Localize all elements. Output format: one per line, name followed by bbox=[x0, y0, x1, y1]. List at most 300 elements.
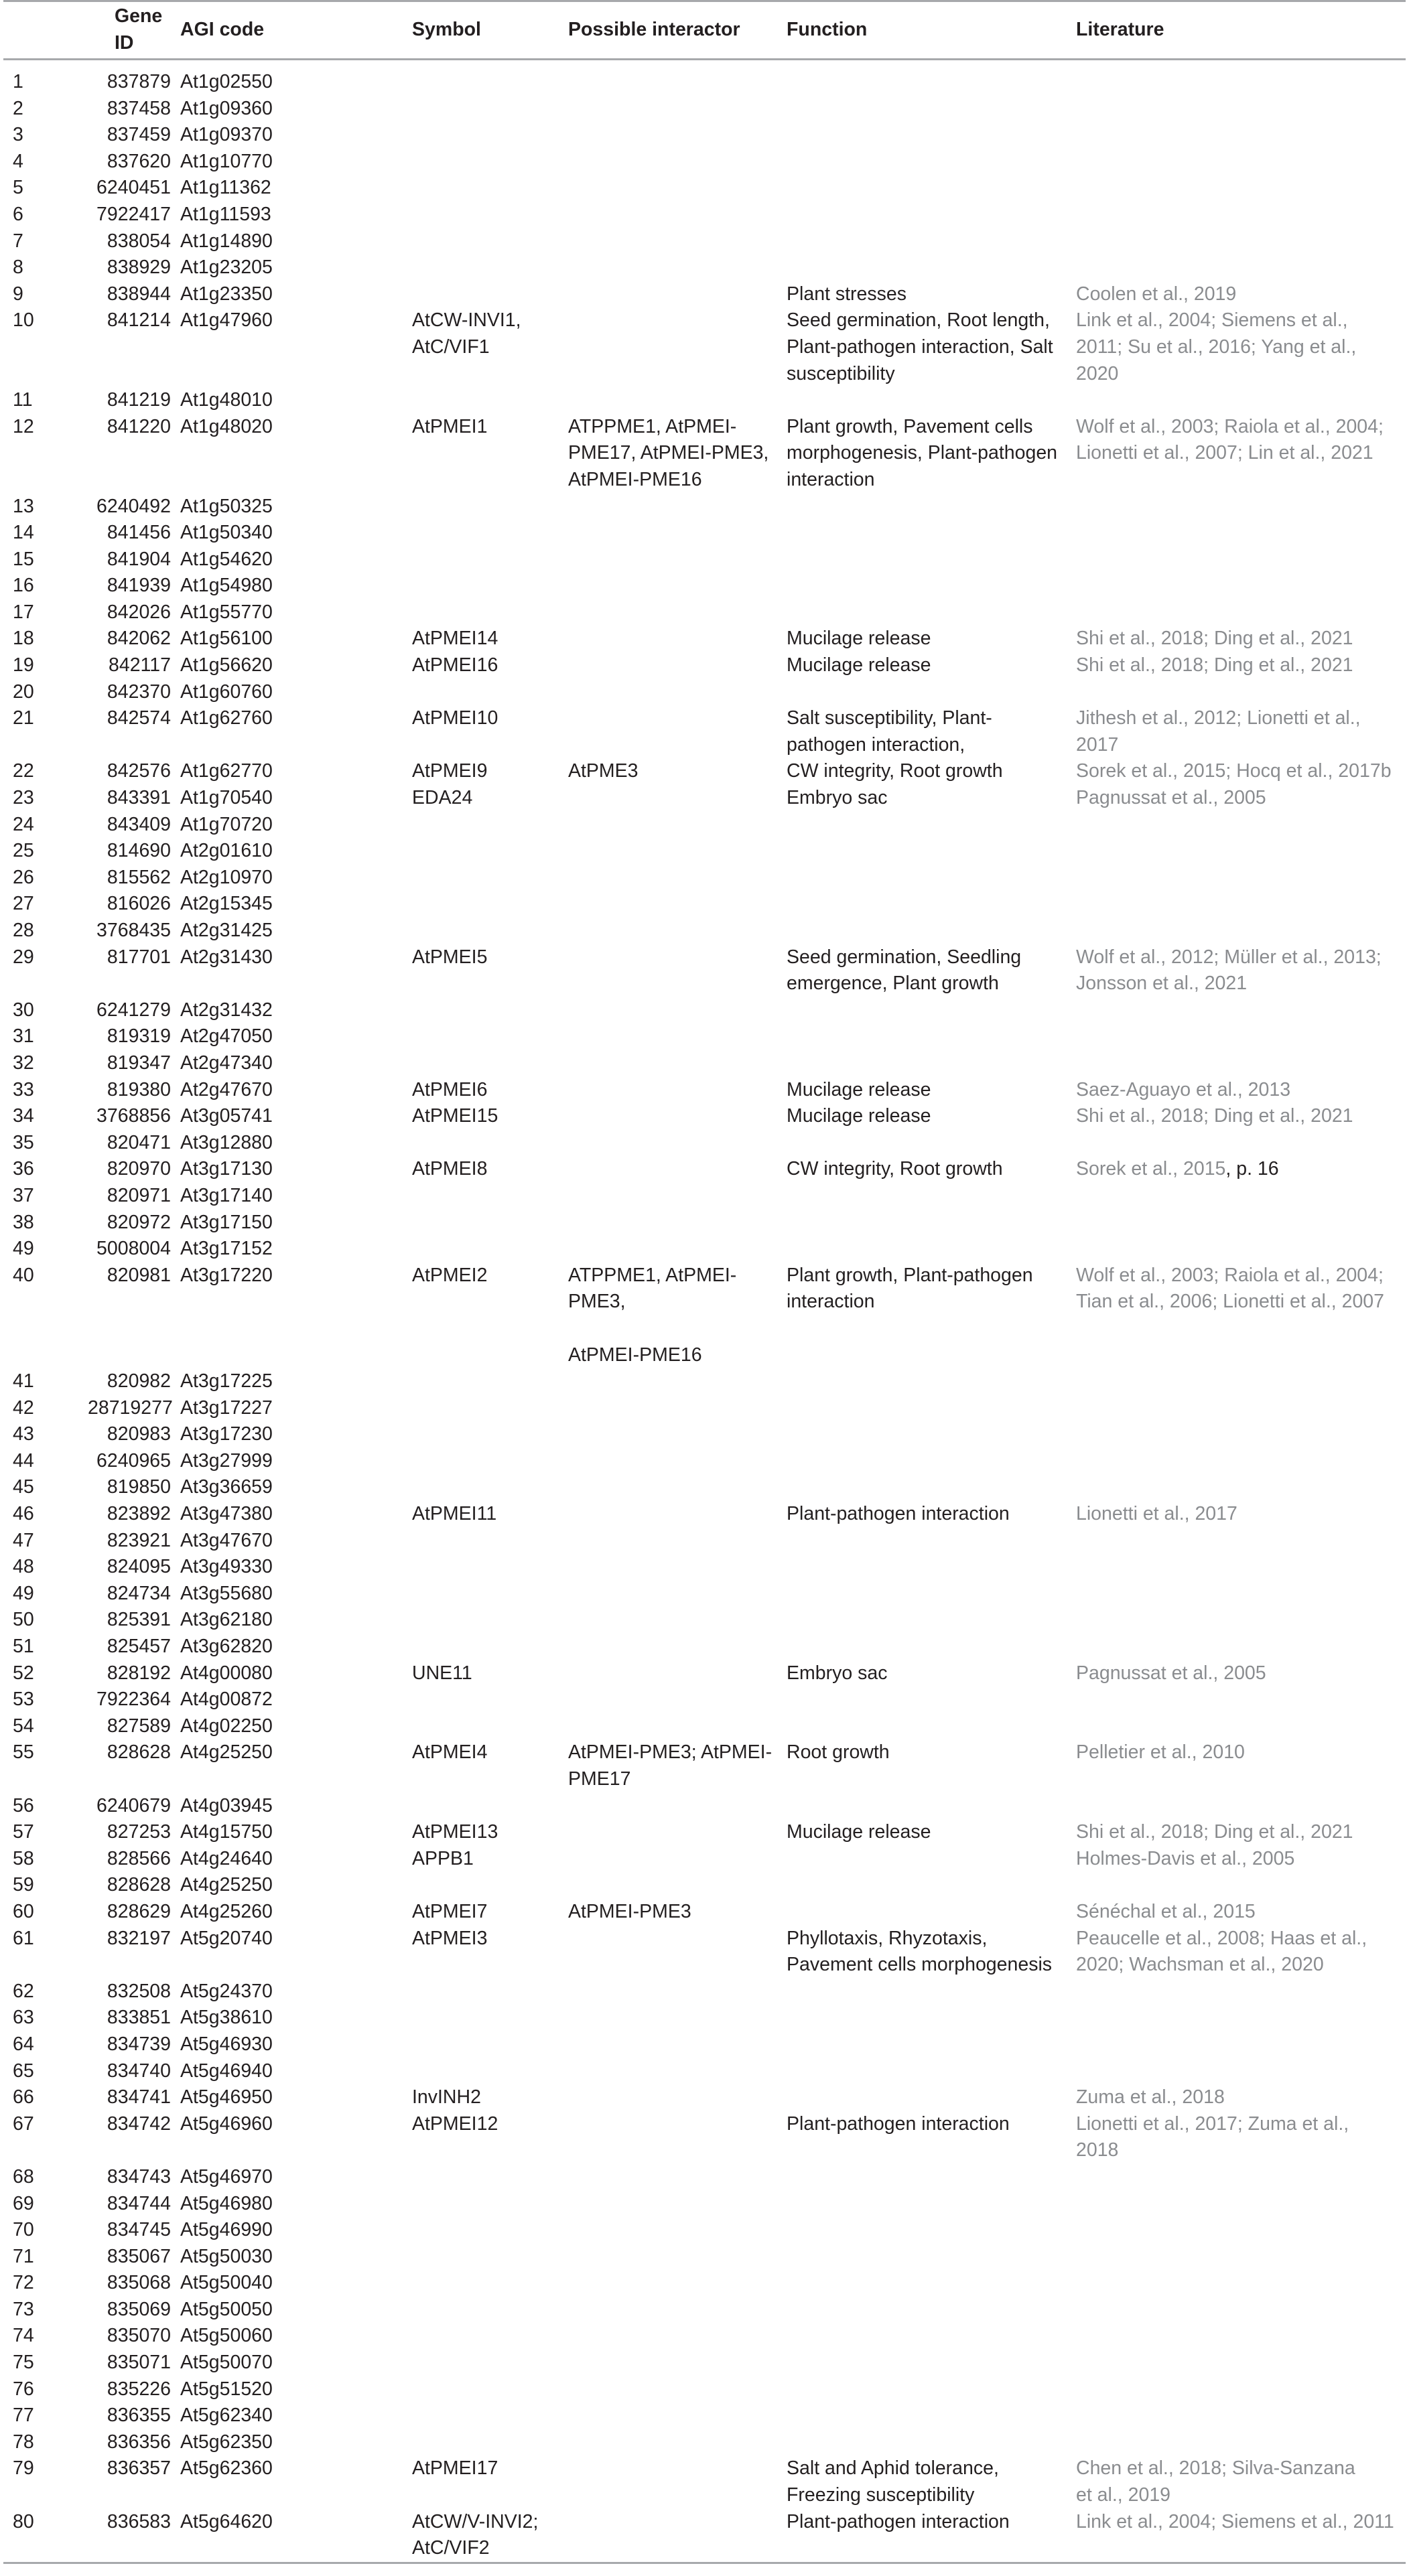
row-number: 27 bbox=[13, 893, 34, 915]
function-cell bbox=[787, 175, 1076, 202]
symbol-cell bbox=[412, 1263, 568, 1368]
function-cell bbox=[787, 1819, 1076, 1846]
literature-cell bbox=[1076, 2297, 1406, 2323]
function-cell bbox=[787, 2164, 1076, 2191]
agi-code-cell: At5g46950 bbox=[180, 2086, 273, 2108]
table-row bbox=[3, 918, 1406, 944]
symbol-cell bbox=[412, 1979, 568, 2005]
symbol-cell bbox=[412, 2509, 568, 2563]
symbol-cell bbox=[412, 2005, 568, 2031]
literature-cell bbox=[1076, 175, 1406, 202]
literature-line: Shi et al., 2018; Ding et al., 2021 bbox=[1076, 1821, 1353, 1843]
table-row bbox=[3, 60, 1406, 96]
literature-cell bbox=[1076, 387, 1406, 414]
literature-cell bbox=[1076, 1528, 1406, 1555]
literature-cell bbox=[1076, 1130, 1406, 1157]
symbol-line: AtCW/V-INVI2; bbox=[412, 2510, 539, 2532]
symbol-line: AtPMEI13 bbox=[412, 1821, 498, 1843]
symbol-cell bbox=[412, 1448, 568, 1475]
row-number: 7 bbox=[13, 230, 23, 252]
literature-cell bbox=[1076, 944, 1406, 997]
agi-code-cell: At3g17220 bbox=[180, 1264, 273, 1286]
agi-code-cell: At2g47050 bbox=[180, 1025, 273, 1048]
literature-line: Chen et al., 2018; Silva-Sanzana bbox=[1076, 2457, 1355, 2480]
row-number: 1 bbox=[13, 71, 23, 92]
row-number: 57 bbox=[13, 1821, 34, 1843]
row-number: 10 bbox=[13, 309, 34, 332]
interactor-cell bbox=[568, 414, 787, 494]
agi-code-cell: At1g70540 bbox=[180, 787, 273, 809]
row-number: 37 bbox=[13, 1184, 34, 1206]
literature-line: Pagnussat et al., 2005 bbox=[1076, 1662, 1266, 1684]
gene-id-cell: 823892 bbox=[107, 1503, 171, 1525]
literature-cell bbox=[1076, 1236, 1406, 1263]
interactor-cell bbox=[568, 1023, 787, 1050]
interactor-cell bbox=[568, 60, 787, 96]
symbol-cell bbox=[412, 414, 568, 494]
agi-code-cell: At3g17230 bbox=[180, 1423, 273, 1445]
literature-cell bbox=[1076, 307, 1406, 387]
agi-code-cell: At5g38610 bbox=[180, 2007, 273, 2029]
agi-code-cell: At2g31432 bbox=[180, 999, 273, 1021]
symbol-cell bbox=[412, 307, 568, 387]
interactor-cell bbox=[568, 1899, 787, 1926]
gene-id-cell: 843391 bbox=[107, 787, 171, 809]
literature-cell bbox=[1076, 2111, 1406, 2164]
symbol-cell bbox=[412, 2350, 568, 2376]
symbol-cell bbox=[412, 838, 568, 865]
table-row bbox=[3, 149, 1406, 175]
literature-cell bbox=[1076, 1607, 1406, 1634]
gene-id-cell: 842026 bbox=[107, 601, 171, 623]
symbol-cell bbox=[412, 1023, 568, 1050]
table-row bbox=[3, 997, 1406, 1024]
symbol-line: AtC/VIF2 bbox=[412, 2537, 490, 2559]
table-row bbox=[3, 1660, 1406, 1687]
row-number: 13 bbox=[13, 495, 34, 517]
agi-code-cell: At4g25250 bbox=[180, 1874, 273, 1896]
function-line: Plant-pathogen interaction bbox=[787, 1503, 1010, 1525]
table-row bbox=[3, 865, 1406, 891]
function-cell bbox=[787, 1501, 1076, 1528]
interactor-cell bbox=[568, 202, 787, 228]
literature-line: Sénéchal et al., 2015 bbox=[1076, 1900, 1256, 1922]
symbol-cell bbox=[412, 255, 568, 281]
interactor-cell bbox=[568, 520, 787, 547]
agi-code-cell: At4g03945 bbox=[180, 1794, 273, 1816]
row-number: 6 bbox=[13, 203, 23, 225]
agi-code-cell: At1g09360 bbox=[180, 97, 273, 119]
literature-cell bbox=[1076, 1023, 1406, 1050]
literature-line: et al., 2019 bbox=[1076, 2484, 1171, 2506]
function-cell bbox=[787, 2350, 1076, 2376]
gene-id-cell: 837879 bbox=[107, 71, 171, 92]
gene-id-cell: 834745 bbox=[107, 2219, 171, 2241]
function-cell bbox=[787, 307, 1076, 387]
symbol-cell bbox=[412, 652, 568, 679]
symbol-cell bbox=[412, 96, 568, 123]
agi-code-cell: At5g64620 bbox=[180, 2510, 273, 2532]
literature-cell bbox=[1076, 255, 1406, 281]
interactor-line: AtPMEI-PME16 bbox=[568, 468, 702, 490]
literature-cell bbox=[1076, 1395, 1406, 1422]
row-number: 66 bbox=[13, 2086, 34, 2108]
interactor-cell bbox=[568, 2350, 787, 2376]
table-row bbox=[3, 2297, 1406, 2323]
function-cell bbox=[787, 2455, 1076, 2508]
interactor-cell bbox=[568, 891, 787, 918]
interactor-cell bbox=[568, 1819, 787, 1846]
table-row bbox=[3, 1528, 1406, 1555]
interactor-cell bbox=[568, 758, 787, 785]
symbol-cell bbox=[412, 812, 568, 839]
table-row bbox=[3, 1634, 1406, 1660]
header-row bbox=[3, 1, 1406, 60]
gene-id-cell: 835070 bbox=[107, 2325, 171, 2347]
symbol-cell bbox=[412, 679, 568, 706]
symbol-cell bbox=[412, 1130, 568, 1157]
symbol-cell bbox=[412, 1926, 568, 1979]
interactor-line bbox=[568, 1315, 787, 1342]
symbol-cell bbox=[412, 520, 568, 547]
agi-code-cell: At5g50060 bbox=[180, 2325, 273, 2347]
symbol-line: AtPMEI3 bbox=[412, 1927, 488, 1949]
agi-code-cell: At1g48010 bbox=[180, 389, 273, 411]
function-cell bbox=[787, 2270, 1076, 2297]
function-cell bbox=[787, 1183, 1076, 1210]
function-line: Seed germination, Root length, bbox=[787, 309, 1050, 332]
function-cell bbox=[787, 2058, 1076, 2085]
function-cell bbox=[787, 2217, 1076, 2244]
symbol-line: AtPMEI4 bbox=[412, 1741, 488, 1764]
function-line: Root growth bbox=[787, 1741, 890, 1764]
agi-code-cell: At1g60760 bbox=[180, 681, 273, 703]
header-agi-code: AGI code bbox=[178, 1, 412, 60]
row-number: 50 bbox=[13, 1609, 34, 1631]
agi-code-cell: At5g51520 bbox=[180, 2378, 273, 2400]
agi-code-cell: At5g46990 bbox=[180, 2219, 273, 2241]
table-row bbox=[3, 494, 1406, 520]
symbol-line: AtPMEI14 bbox=[412, 628, 498, 650]
literature-cell bbox=[1076, 838, 1406, 865]
interactor-cell bbox=[568, 1528, 787, 1555]
row-number: 28 bbox=[13, 920, 34, 941]
agi-code-cell: At4g25250 bbox=[180, 1741, 273, 1764]
agi-code-cell: At4g24640 bbox=[180, 1847, 273, 1869]
function-cell bbox=[787, 891, 1076, 918]
gene-id-cell: 841220 bbox=[107, 415, 171, 437]
row-number: 15 bbox=[13, 548, 34, 570]
table-row bbox=[3, 838, 1406, 865]
symbol-cell bbox=[412, 2164, 568, 2191]
symbol-cell bbox=[412, 2323, 568, 2350]
literature-cell bbox=[1076, 1793, 1406, 1820]
literature-line: Pelletier et al., 2010 bbox=[1076, 1741, 1245, 1764]
gene-id-cell: 841456 bbox=[107, 522, 171, 544]
table-row bbox=[3, 812, 1406, 839]
symbol-cell bbox=[412, 2084, 568, 2111]
gene-id-cell: 814690 bbox=[107, 840, 171, 862]
symbol-cell bbox=[412, 202, 568, 228]
literature-line: Sorek et al., 2015; Hocq et al., 2017b bbox=[1076, 760, 1392, 782]
table-row bbox=[3, 2323, 1406, 2350]
gene-id-cell: 820981 bbox=[107, 1264, 171, 1286]
table-row bbox=[3, 2509, 1406, 2563]
literature-line: Link et al., 2004; Siemens et al., 2011 bbox=[1076, 2510, 1394, 2532]
gene-id-cell: 3768435 bbox=[96, 920, 171, 941]
function-line: Mucilage release bbox=[787, 1105, 931, 1127]
interactor-cell bbox=[568, 1581, 787, 1607]
literature-cell bbox=[1076, 1846, 1406, 1873]
gene-id-cell: 832508 bbox=[107, 1980, 171, 2002]
interactor-cell bbox=[568, 1846, 787, 1873]
symbol-cell bbox=[412, 2244, 568, 2271]
row-number: 73 bbox=[13, 2298, 34, 2320]
literature-cell bbox=[1076, 1474, 1406, 1501]
symbol-cell bbox=[412, 1077, 568, 1104]
function-line: Embryo sac bbox=[787, 1662, 888, 1684]
agi-code-cell: At5g50040 bbox=[180, 2272, 273, 2294]
gene-id-cell: 843409 bbox=[107, 813, 171, 835]
row-number: 51 bbox=[13, 1636, 34, 1658]
function-cell bbox=[787, 96, 1076, 123]
row-number: 40 bbox=[13, 1264, 34, 1286]
agi-code-cell: At3g47380 bbox=[180, 1503, 273, 1525]
literature-cell bbox=[1076, 1183, 1406, 1210]
row-number: 12 bbox=[13, 415, 34, 437]
interactor-cell bbox=[568, 122, 787, 149]
table-row bbox=[3, 626, 1406, 652]
literature-cell bbox=[1076, 2031, 1406, 2058]
symbol-cell bbox=[412, 149, 568, 175]
function-cell bbox=[787, 1023, 1076, 1050]
symbol-line: EDA24 bbox=[412, 787, 473, 809]
table-row bbox=[3, 573, 1406, 599]
interactor-cell bbox=[568, 2084, 787, 2111]
literature-cell bbox=[1076, 1263, 1406, 1368]
function-cell bbox=[787, 1395, 1076, 1422]
function-cell bbox=[787, 1660, 1076, 1687]
literature-cell bbox=[1076, 228, 1406, 255]
symbol-cell bbox=[412, 60, 568, 96]
symbol-line: AtPMEI11 bbox=[412, 1503, 497, 1525]
function-line: Plant-pathogen interaction bbox=[787, 2510, 1010, 2532]
table-row bbox=[3, 1395, 1406, 1422]
literature-cell bbox=[1076, 1103, 1406, 1130]
function-cell bbox=[787, 1236, 1076, 1263]
literature-cell bbox=[1076, 2191, 1406, 2218]
agi-code-cell: At2g15345 bbox=[180, 893, 273, 915]
literature-cell bbox=[1076, 1899, 1406, 1926]
interactor-cell bbox=[568, 1474, 787, 1501]
literature-cell bbox=[1076, 2084, 1406, 2111]
symbol-cell bbox=[412, 1872, 568, 1899]
symbol-cell bbox=[412, 2191, 568, 2218]
literature-cell bbox=[1076, 60, 1406, 96]
row-number: 45 bbox=[13, 1476, 34, 1498]
literature-cell bbox=[1076, 891, 1406, 918]
literature-cell bbox=[1076, 1421, 1406, 1448]
table-row bbox=[3, 414, 1406, 494]
table-row bbox=[3, 387, 1406, 414]
table-row bbox=[3, 758, 1406, 785]
table-row bbox=[3, 944, 1406, 997]
function-cell bbox=[787, 1581, 1076, 1607]
header-gene-id: Gene ID bbox=[88, 1, 178, 60]
function-line: Plant-pathogen interaction, Salt bbox=[787, 336, 1053, 358]
symbol-cell bbox=[412, 1183, 568, 1210]
header-symbol: Symbol bbox=[412, 1, 568, 60]
function-line: Plant stresses bbox=[787, 283, 907, 305]
interactor-line: AtPMEI-PME3; AtPMEI- bbox=[568, 1741, 773, 1764]
agi-code-cell: At3g49330 bbox=[180, 1556, 273, 1578]
literature-line: Shi et al., 2018; Ding et al., 2021 bbox=[1076, 628, 1353, 650]
gene-id-cell: 834741 bbox=[107, 2086, 171, 2108]
row-number: 61 bbox=[13, 1927, 34, 1949]
literature-line: 2018 bbox=[1076, 2139, 1119, 2161]
row-number: 14 bbox=[13, 522, 34, 544]
table-row bbox=[3, 1979, 1406, 2005]
gene-id-cell: 820972 bbox=[107, 1211, 171, 1233]
interactor-cell bbox=[568, 918, 787, 944]
agi-code-cell: At1g10770 bbox=[180, 150, 273, 172]
table-row bbox=[3, 1819, 1406, 1846]
function-cell bbox=[787, 1210, 1076, 1236]
function-line: pathogen interaction, bbox=[787, 733, 965, 756]
function-cell bbox=[787, 387, 1076, 414]
table-row bbox=[3, 1103, 1406, 1130]
symbol-cell bbox=[412, 2217, 568, 2244]
table-row bbox=[3, 1713, 1406, 1740]
row-number: 25 bbox=[13, 840, 34, 862]
symbol-cell bbox=[412, 1819, 568, 1846]
table-row bbox=[3, 1739, 1406, 1792]
function-cell bbox=[787, 1263, 1076, 1368]
function-cell bbox=[787, 228, 1076, 255]
row-number: 67 bbox=[13, 2113, 34, 2135]
gene-id-cell: 836583 bbox=[107, 2510, 171, 2532]
gene-id-cell: 835226 bbox=[107, 2378, 171, 2400]
interactor-cell bbox=[568, 547, 787, 573]
function-cell bbox=[787, 865, 1076, 891]
symbol-cell bbox=[412, 1368, 568, 1395]
row-number: 49 bbox=[13, 1238, 34, 1260]
reference-text: Sorek et al., 2015 bbox=[1076, 1158, 1226, 1180]
literature-line: 2020; Wachsman et al., 2020 bbox=[1076, 1954, 1324, 1976]
row-number: 52 bbox=[13, 1662, 34, 1684]
function-cell bbox=[787, 652, 1076, 679]
row-number: 47 bbox=[13, 1529, 34, 1551]
header-index bbox=[3, 1, 88, 60]
row-number: 80 bbox=[13, 2510, 34, 2532]
function-cell bbox=[787, 494, 1076, 520]
interactor-cell bbox=[568, 96, 787, 123]
agi-code-cell: At2g31430 bbox=[180, 946, 273, 968]
table-row bbox=[3, 1474, 1406, 1501]
function-line: Salt susceptibility, Plant- bbox=[787, 707, 992, 729]
agi-code-cell: At5g50050 bbox=[180, 2298, 273, 2320]
function-cell bbox=[787, 1077, 1076, 1104]
function-cell bbox=[787, 2005, 1076, 2031]
function-line: Plant growth, Pavement cells bbox=[787, 415, 1033, 437]
function-cell bbox=[787, 679, 1076, 706]
gene-id-cell: 828628 bbox=[107, 1874, 171, 1896]
table-bottom-rule bbox=[3, 2563, 1406, 2573]
row-number: 79 bbox=[13, 2457, 34, 2480]
agi-code-cell: At5g46930 bbox=[180, 2033, 273, 2055]
gene-id-cell: 828192 bbox=[107, 1662, 171, 1684]
literature-cell bbox=[1076, 1448, 1406, 1475]
function-cell bbox=[787, 2031, 1076, 2058]
literature-cell bbox=[1076, 414, 1406, 494]
agi-code-cell: At4g00872 bbox=[180, 1689, 273, 1711]
interactor-cell bbox=[568, 1103, 787, 1130]
literature-cell bbox=[1076, 2455, 1406, 2508]
literature-cell bbox=[1076, 997, 1406, 1024]
literature-line: Wolf et al., 2003; Raiola et al., 2004; bbox=[1076, 1264, 1384, 1286]
gene-id-cell: 835071 bbox=[107, 2352, 171, 2374]
literature-line: Shi et al., 2018; Ding et al., 2021 bbox=[1076, 654, 1353, 676]
symbol-cell bbox=[412, 997, 568, 1024]
table-row bbox=[3, 1050, 1406, 1077]
row-number: 43 bbox=[13, 1423, 34, 1445]
function-line: Plant growth, Plant-pathogen bbox=[787, 1264, 1033, 1286]
page-reference-text: , p. 16 bbox=[1225, 1158, 1279, 1180]
gene-id-cell: 823921 bbox=[107, 1529, 171, 1551]
function-cell bbox=[787, 2323, 1076, 2350]
symbol-line: AtPMEI1 bbox=[412, 415, 488, 437]
symbol-line: AtPMEI5 bbox=[412, 946, 488, 968]
agi-code-cell: At3g17225 bbox=[180, 1370, 273, 1392]
literature-cell bbox=[1076, 1156, 1406, 1183]
interactor-cell bbox=[568, 2111, 787, 2164]
symbol-cell bbox=[412, 547, 568, 573]
table-row bbox=[3, 2005, 1406, 2031]
gene-id-cell: 820471 bbox=[107, 1131, 171, 1153]
gene-id-cell: 6240451 bbox=[96, 177, 171, 199]
literature-cell bbox=[1076, 812, 1406, 839]
row-number: 44 bbox=[13, 1449, 34, 1472]
row-number: 49 bbox=[13, 1582, 34, 1604]
gene-id-cell: 838054 bbox=[107, 230, 171, 252]
symbol-cell bbox=[412, 228, 568, 255]
table-row bbox=[3, 2270, 1406, 2297]
function-cell bbox=[787, 758, 1076, 785]
interactor-cell bbox=[568, 1183, 787, 1210]
row-number: 72 bbox=[13, 2272, 34, 2294]
row-number: 4 bbox=[13, 150, 23, 172]
symbol-cell bbox=[412, 2270, 568, 2297]
row-number: 32 bbox=[13, 1052, 34, 1074]
table-row bbox=[3, 1368, 1406, 1395]
row-number: 8 bbox=[13, 257, 23, 279]
table-row bbox=[3, 2403, 1406, 2429]
symbol-cell bbox=[412, 1899, 568, 1926]
function-line: Mucilage release bbox=[787, 1078, 931, 1100]
table-row bbox=[3, 891, 1406, 918]
symbol-line: AtPMEI2 bbox=[412, 1264, 488, 1286]
agi-code-cell: At1g70720 bbox=[180, 813, 273, 835]
gene-id-cell: 834743 bbox=[107, 2165, 171, 2188]
gene-id-cell: 834739 bbox=[107, 2033, 171, 2055]
table-row bbox=[3, 1077, 1406, 1104]
interactor-cell bbox=[568, 865, 787, 891]
gene-id-cell: 842117 bbox=[109, 654, 171, 676]
agi-code-cell: At3g12880 bbox=[180, 1131, 273, 1153]
symbol-cell bbox=[412, 122, 568, 149]
table-row bbox=[3, 652, 1406, 679]
symbol-cell bbox=[412, 1528, 568, 1555]
